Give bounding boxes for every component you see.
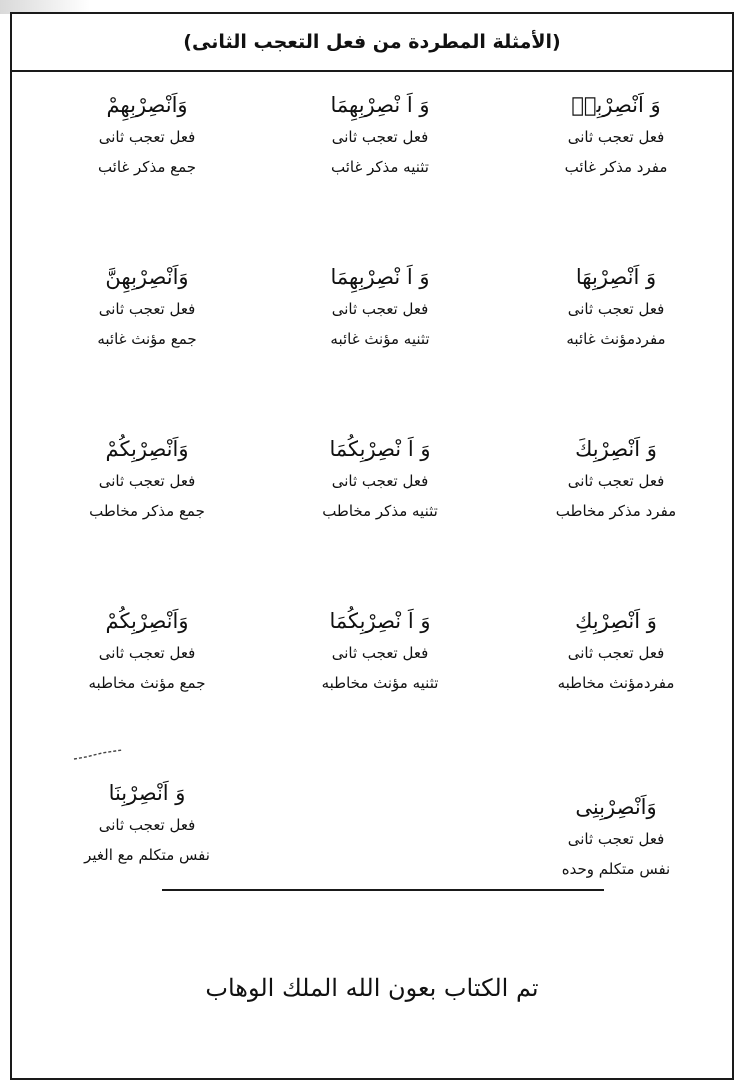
conjugation-cell bbox=[270, 88, 490, 182]
conjugation-grid bbox=[12, 88, 732, 948]
verb-type: فعل تعجب ثانى bbox=[98, 472, 196, 490]
conjugation-cell bbox=[506, 432, 726, 526]
verb-type: فعل تعجب ثانى bbox=[567, 300, 665, 318]
verb-type: فعل تعجب ثانى bbox=[331, 644, 429, 662]
verb-form: وَ اَ نْصِرْبِكُمَا bbox=[329, 609, 431, 633]
verb-description: مفرد مذكر مخاطب bbox=[555, 502, 677, 520]
verb-description: مفردمؤنث مخاطبه bbox=[557, 674, 675, 692]
verb-type: فعل تعجب ثانى bbox=[98, 816, 196, 834]
verb-description: تثنيه مؤنث مخاطبه bbox=[321, 674, 439, 692]
conjugation-cell bbox=[270, 604, 490, 698]
verb-description: جمع مؤنث غائبه bbox=[97, 330, 197, 348]
conjugation-row bbox=[12, 88, 732, 260]
verb-description: جمع مذكر غائب bbox=[97, 158, 197, 176]
verb-type: فعل تعجب ثانى bbox=[98, 644, 196, 662]
verb-type: فعل تعجب ثانى bbox=[98, 128, 196, 146]
conjugation-cell bbox=[270, 432, 490, 526]
verb-description: تثنيه مؤنث غائبه bbox=[330, 330, 430, 348]
verb-form: وَ اَ نْصِرْبِهِمَا bbox=[330, 93, 430, 117]
verb-form: وَ اَنْصِرْبِكِ bbox=[575, 609, 657, 633]
verb-form: وَ اَ نْصِرْبِهِمَا bbox=[330, 265, 430, 289]
conjugation-cell bbox=[37, 260, 257, 354]
conjugation-cell bbox=[506, 604, 726, 698]
verb-type: فعل تعجب ثانى bbox=[331, 300, 429, 318]
conjugation-cell bbox=[37, 604, 257, 698]
verb-type: فعل تعجب ثانى bbox=[567, 644, 665, 662]
conjugation-row bbox=[12, 432, 732, 604]
conjugation-cell bbox=[506, 260, 726, 354]
verb-description: مفردمؤنث غائبه bbox=[566, 330, 666, 348]
closing-line: تم الكتاب بعون الله الملك الوهاب bbox=[205, 974, 539, 1002]
verb-form: وَ اَنْصِرْبِهَا bbox=[575, 265, 657, 289]
verb-description: تثنيه مذكر مخاطب bbox=[322, 502, 438, 520]
verb-type: فعل تعجب ثانى bbox=[567, 472, 665, 490]
conjugation-cell bbox=[37, 432, 257, 526]
scan-mark bbox=[72, 749, 124, 761]
verb-description: جمع مؤنث مخاطبه bbox=[88, 674, 206, 692]
verb-type: فعل تعجب ثانى bbox=[567, 830, 665, 848]
page-title: (الأمثلة المطردة من فعل التعجب الثانى) bbox=[183, 31, 561, 53]
verb-type: فعل تعجب ثانى bbox=[331, 472, 429, 490]
header-box bbox=[12, 14, 732, 72]
verb-form: وَاَنْصِرْبِكُمْ bbox=[105, 609, 189, 633]
conjugation-cell bbox=[270, 260, 490, 354]
verb-form: وَ اَنْصِرْبِكَ bbox=[575, 437, 657, 461]
verb-form: وَاَنْصِرْبِهِنَّ bbox=[105, 265, 189, 289]
page-frame bbox=[10, 12, 734, 1080]
conjugation-cell bbox=[506, 790, 726, 884]
verb-form: وَاَنْصِرْبِنِى bbox=[575, 795, 657, 819]
verb-form: وَاَنْصِرْبِهِمْ bbox=[106, 93, 188, 117]
verb-type: فعل تعجب ثانى bbox=[567, 128, 665, 146]
verb-description: نفس متكلم مع الغير bbox=[84, 846, 210, 864]
verb-form: وَ اَ نْصِرْبِكُمَا bbox=[329, 437, 431, 461]
verb-form: وَ اَنْصِرْبِنَا bbox=[108, 781, 186, 805]
conjugation-row bbox=[12, 776, 732, 948]
verb-form: وَاَنْصِرْبِكُمْ bbox=[105, 437, 189, 461]
conjugation-cell bbox=[37, 776, 257, 870]
conjugation-cell bbox=[506, 88, 726, 182]
verb-description: نفس متكلم وحده bbox=[561, 860, 671, 878]
closing-divider bbox=[162, 889, 604, 891]
verb-description: تثنيه مذكر غائب bbox=[331, 158, 429, 176]
verb-type: فعل تعجب ثانى bbox=[98, 300, 196, 318]
verb-form: وَ اَنْصِرْبِهٖ bbox=[571, 93, 661, 117]
verb-description: مفرد مذكر غائب bbox=[564, 158, 668, 176]
conjugation-cell bbox=[37, 88, 257, 182]
verb-description: جمع مذكر مخاطب bbox=[89, 502, 205, 520]
conjugation-row bbox=[12, 260, 732, 432]
verb-type: فعل تعجب ثانى bbox=[331, 128, 429, 146]
